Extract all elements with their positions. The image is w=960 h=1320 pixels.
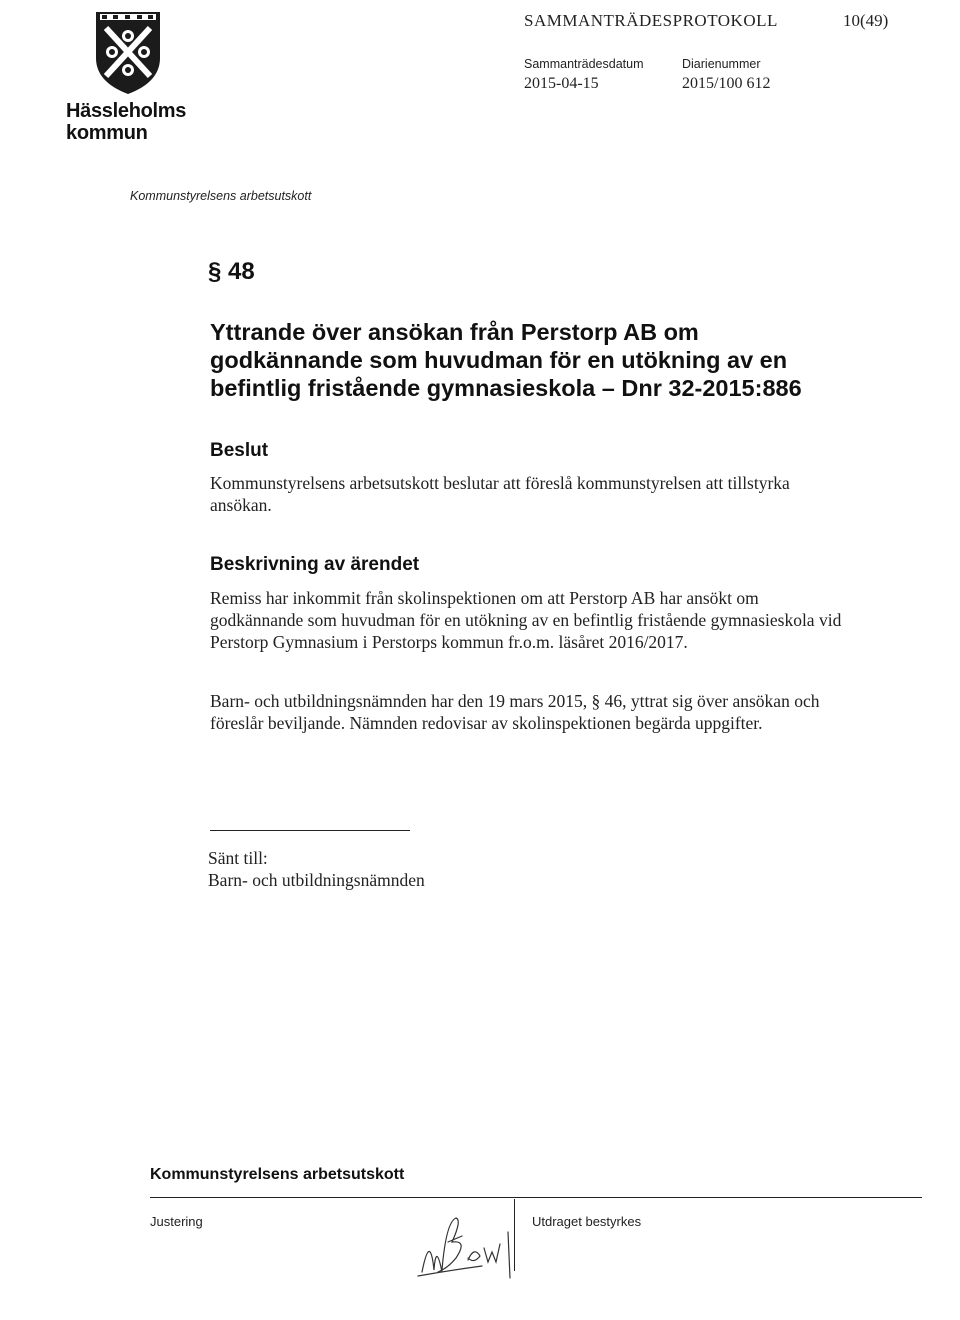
registration-number-label: Diarienummer [682, 57, 761, 71]
paragraph-number: § 48 [208, 258, 255, 285]
page-number: 10(49) [843, 11, 889, 30]
footer-committee-name: Kommunstyrelsens arbetsutskott [150, 1166, 405, 1183]
sent-to-label: Sänt till: [208, 848, 268, 868]
justering-label: Justering [150, 1214, 203, 1229]
committee-name: Kommunstyrelsens arbetsutskott [130, 189, 312, 203]
footer-divider-line [150, 1197, 922, 1198]
logo-line-2: kommun [66, 122, 148, 144]
meeting-date-value: 2015-04-15 [524, 75, 599, 92]
divider [210, 830, 410, 831]
description-heading: Beskrivning av ärendet [210, 554, 420, 575]
registration-number-value: 2015/100 612 [682, 75, 771, 92]
coat-of-arms-icon [92, 8, 164, 96]
municipality-logo-text [66, 100, 186, 144]
meeting-date-label: Sammanträdesdatum [524, 57, 644, 71]
logo-line-1: Hässleholms [66, 100, 187, 122]
handwritten-signature-icon [412, 1212, 522, 1282]
document-type: SAMMANTRÄDESPROTOKOLL [524, 11, 778, 30]
certified-extract-label: Utdraget bestyrkes [532, 1214, 642, 1229]
sent-to-recipient: Barn- och utbildningsnämnden [208, 870, 425, 890]
decision-heading: Beslut [210, 440, 269, 461]
description-paragraph-1: Remiss har inkommit från skolinspektionen om att Perstorp AB har ansökt om godkännande som huvudman för en utökning av en befintlig fristående gymnasieskola vid Perstorp Gymnasium i Perstorps kommun fr.o.m. läsåret 2016/2017. [210, 588, 842, 652]
description-paragraph-2: Barn- och utbildningsnämnden har den 19 mars 2015, § 46, yttrat sig över ansökan och föreslår beviljande. Nämnden redovisar av skolinspektionen begärda uppgifter. [210, 691, 820, 733]
decision-text: Kommunstyrelsens arbetsutskott beslutar att föreslå kommunstyrelsen att tillstyrka ansökan. [210, 473, 790, 515]
section-title: Yttrande över ansökan från Perstorp AB om godkännande som huvudman för en utökning av en befintlig fristående gymnasieskola – Dnr 32-2015:886 [210, 319, 802, 401]
